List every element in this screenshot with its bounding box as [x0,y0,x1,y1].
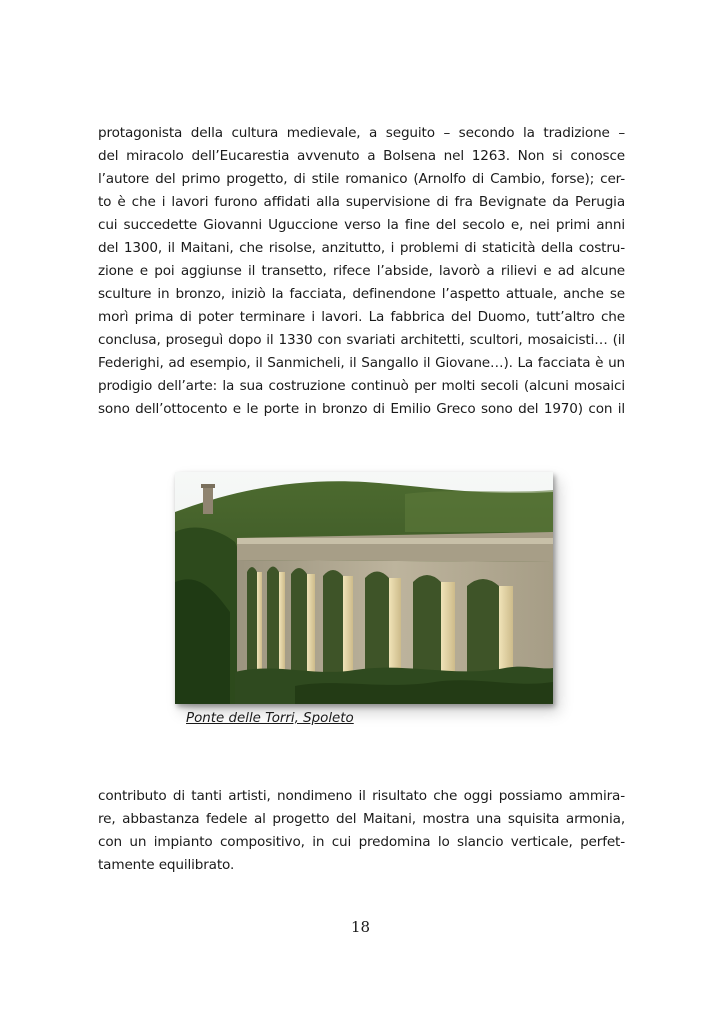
text-line: to è che i lavori furono affidati alla supervisione di fra Bevignate da Perugia [98,194,625,210]
bridge-photo [175,472,553,704]
text-line: del miracolo dell’Eucarestia avvenuto a Bolsena nel 1263. Non si conosce [98,148,625,164]
text-line: del 1300, il Maitani, che risolse, anzitutto, i problemi di staticità della costru- [98,240,625,256]
text-line: sono dell’ottocento e le porte in bronzo di Emilio Greco sono del 1970) con il [98,401,625,417]
text-line: protagonista della cultura medievale, a seguito – secondo la tradizione – [98,125,625,141]
text-line: conclusa, proseguì dopo il 1330 con svariati architetti, scultori, mosaicisti… (il [98,332,625,348]
text-line: zione e poi aggiunse il transetto, rifece l’abside, lavorò a rilievi e ad alcune [98,263,625,279]
text-line: morì prima di poter terminare i lavori. La fabbrica del Duomo, tutt’altro che [98,309,625,325]
bridge-photo-illustration [175,472,553,704]
text-line: sculture in bronzo, iniziò la facciata, definendone l’aspetto attuale, anche se [98,286,625,302]
text-line: re, abbastanza fedele al progetto del Maitani, mostra una squisita armonia, [98,811,625,827]
paragraph-top [98,122,625,421]
paragraph-bottom [98,785,625,877]
page-number: 18 [350,918,371,936]
text-line: Federighi, ad esempio, il Sanmicheli, il Sangallo il Giovane…). La facciata è un [98,355,625,371]
figure-caption: Ponte delle Torri, Spoleto [186,711,354,726]
text-line: l’autore del primo progetto, di stile romanico (Arnolfo di Cambio, forse); cer- [98,171,625,187]
text-line: con un impianto compositivo, in cui predomina lo slancio verticale, perfet- [98,834,625,850]
text-line: cui succedette Giovanni Uguccione verso la fine del secolo e, nei primi anni [98,217,625,233]
text-line: contributo di tanti artisti, nondimeno il risultato che oggi possiamo ammira- [98,788,625,804]
text-line: prodigio dell’arte: la sua costruzione continuò per molti secoli (alcuni mosaici [98,378,625,394]
text-line: tamente equilibrato. [98,857,235,873]
